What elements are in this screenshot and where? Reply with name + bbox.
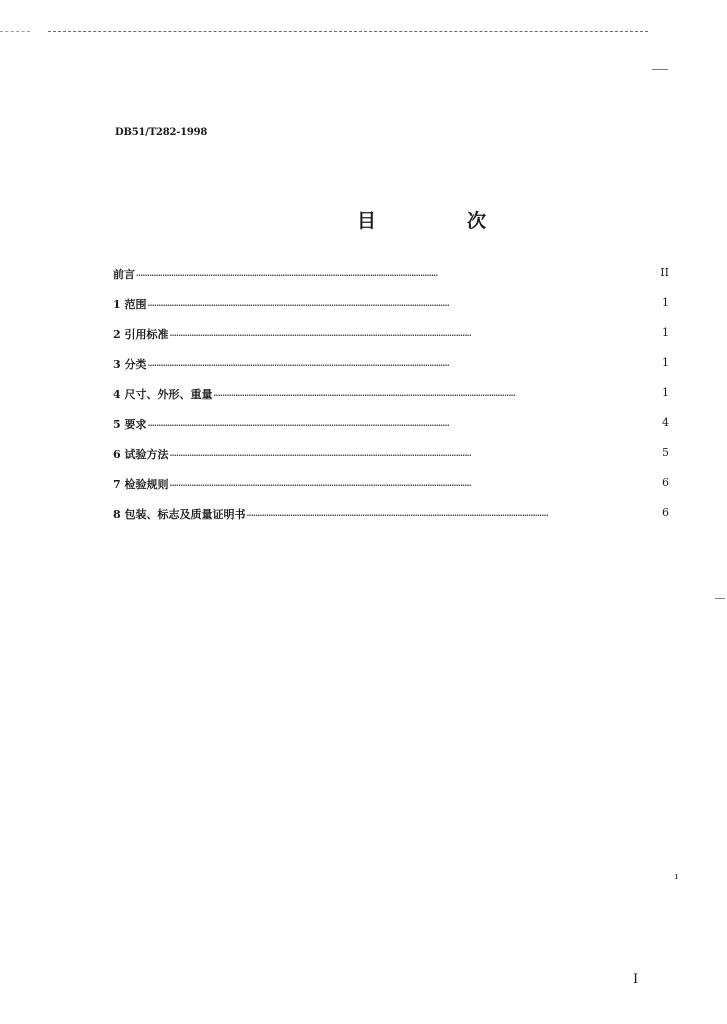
toc-entry[interactable] — [113, 296, 683, 326]
toc-entry-label: 4 尺寸、外形、重量 — [113, 388, 213, 401]
table-of-contents — [113, 266, 683, 536]
toc-entry[interactable] — [113, 356, 683, 386]
toc-entry-label: 5 要求 — [113, 418, 147, 431]
toc-entry[interactable] — [113, 326, 683, 356]
toc-leader-dots: ·········································································································································· — [169, 450, 472, 460]
toc-entry-page: 5 — [662, 446, 669, 459]
scan-artifact-top-line-left — [0, 31, 30, 32]
toc-leader-dots: ·········································································································································· — [136, 270, 438, 280]
toc-leader-dots: ·········································································································································· — [147, 360, 450, 370]
page-number: I — [633, 972, 639, 987]
scan-stray-mark: ı — [675, 872, 678, 882]
toc-entry-page: 1 — [662, 386, 669, 399]
toc-entry-label: 8 包装、标志及质量证明书 — [113, 508, 246, 521]
toc-entry[interactable] — [113, 476, 683, 506]
toc-entry-label: 3 分类 — [113, 358, 147, 371]
toc-entry-label: 7 检验规则 — [113, 478, 169, 491]
toc-leader-dots: ·········································································································································· — [213, 390, 516, 400]
toc-entry[interactable] — [113, 386, 683, 416]
toc-leader-dots: ·········································································································································· — [169, 480, 472, 490]
toc-entry-page: II — [660, 266, 669, 279]
toc-leader-dots: ·········································································································································· — [246, 510, 549, 520]
toc-entry-page: 4 — [662, 416, 669, 429]
toc-entry-page: 1 — [662, 356, 669, 369]
toc-entry-label: 前言 — [113, 268, 135, 281]
scan-artifact-mark — [652, 69, 668, 70]
toc-leader-dots: ·········································································································································· — [147, 300, 450, 310]
toc-entry[interactable] — [113, 266, 683, 296]
toc-entry-page: 6 — [662, 506, 669, 519]
toc-leader-dots: ·········································································································································· — [147, 420, 450, 430]
toc-entry-label: 2 引用标准 — [113, 328, 169, 341]
toc-entry-label: 6 试验方法 — [113, 448, 169, 461]
scan-artifact-mark — [715, 598, 725, 599]
toc-entry-page: 6 — [662, 476, 669, 489]
toc-entry[interactable] — [113, 506, 683, 536]
toc-entry[interactable] — [113, 416, 683, 446]
scan-artifact-top-line — [48, 31, 648, 32]
page-title: 目 次 — [357, 210, 523, 232]
toc-entry-label: 1 范围 — [113, 298, 147, 311]
toc-leader-dots: ·········································································································································· — [169, 330, 472, 340]
toc-entry-page: 1 — [662, 326, 669, 339]
toc-entry-page: 1 — [662, 296, 669, 309]
toc-entry[interactable] — [113, 446, 683, 476]
standard-code: DB51/T282-1998 — [115, 127, 208, 138]
